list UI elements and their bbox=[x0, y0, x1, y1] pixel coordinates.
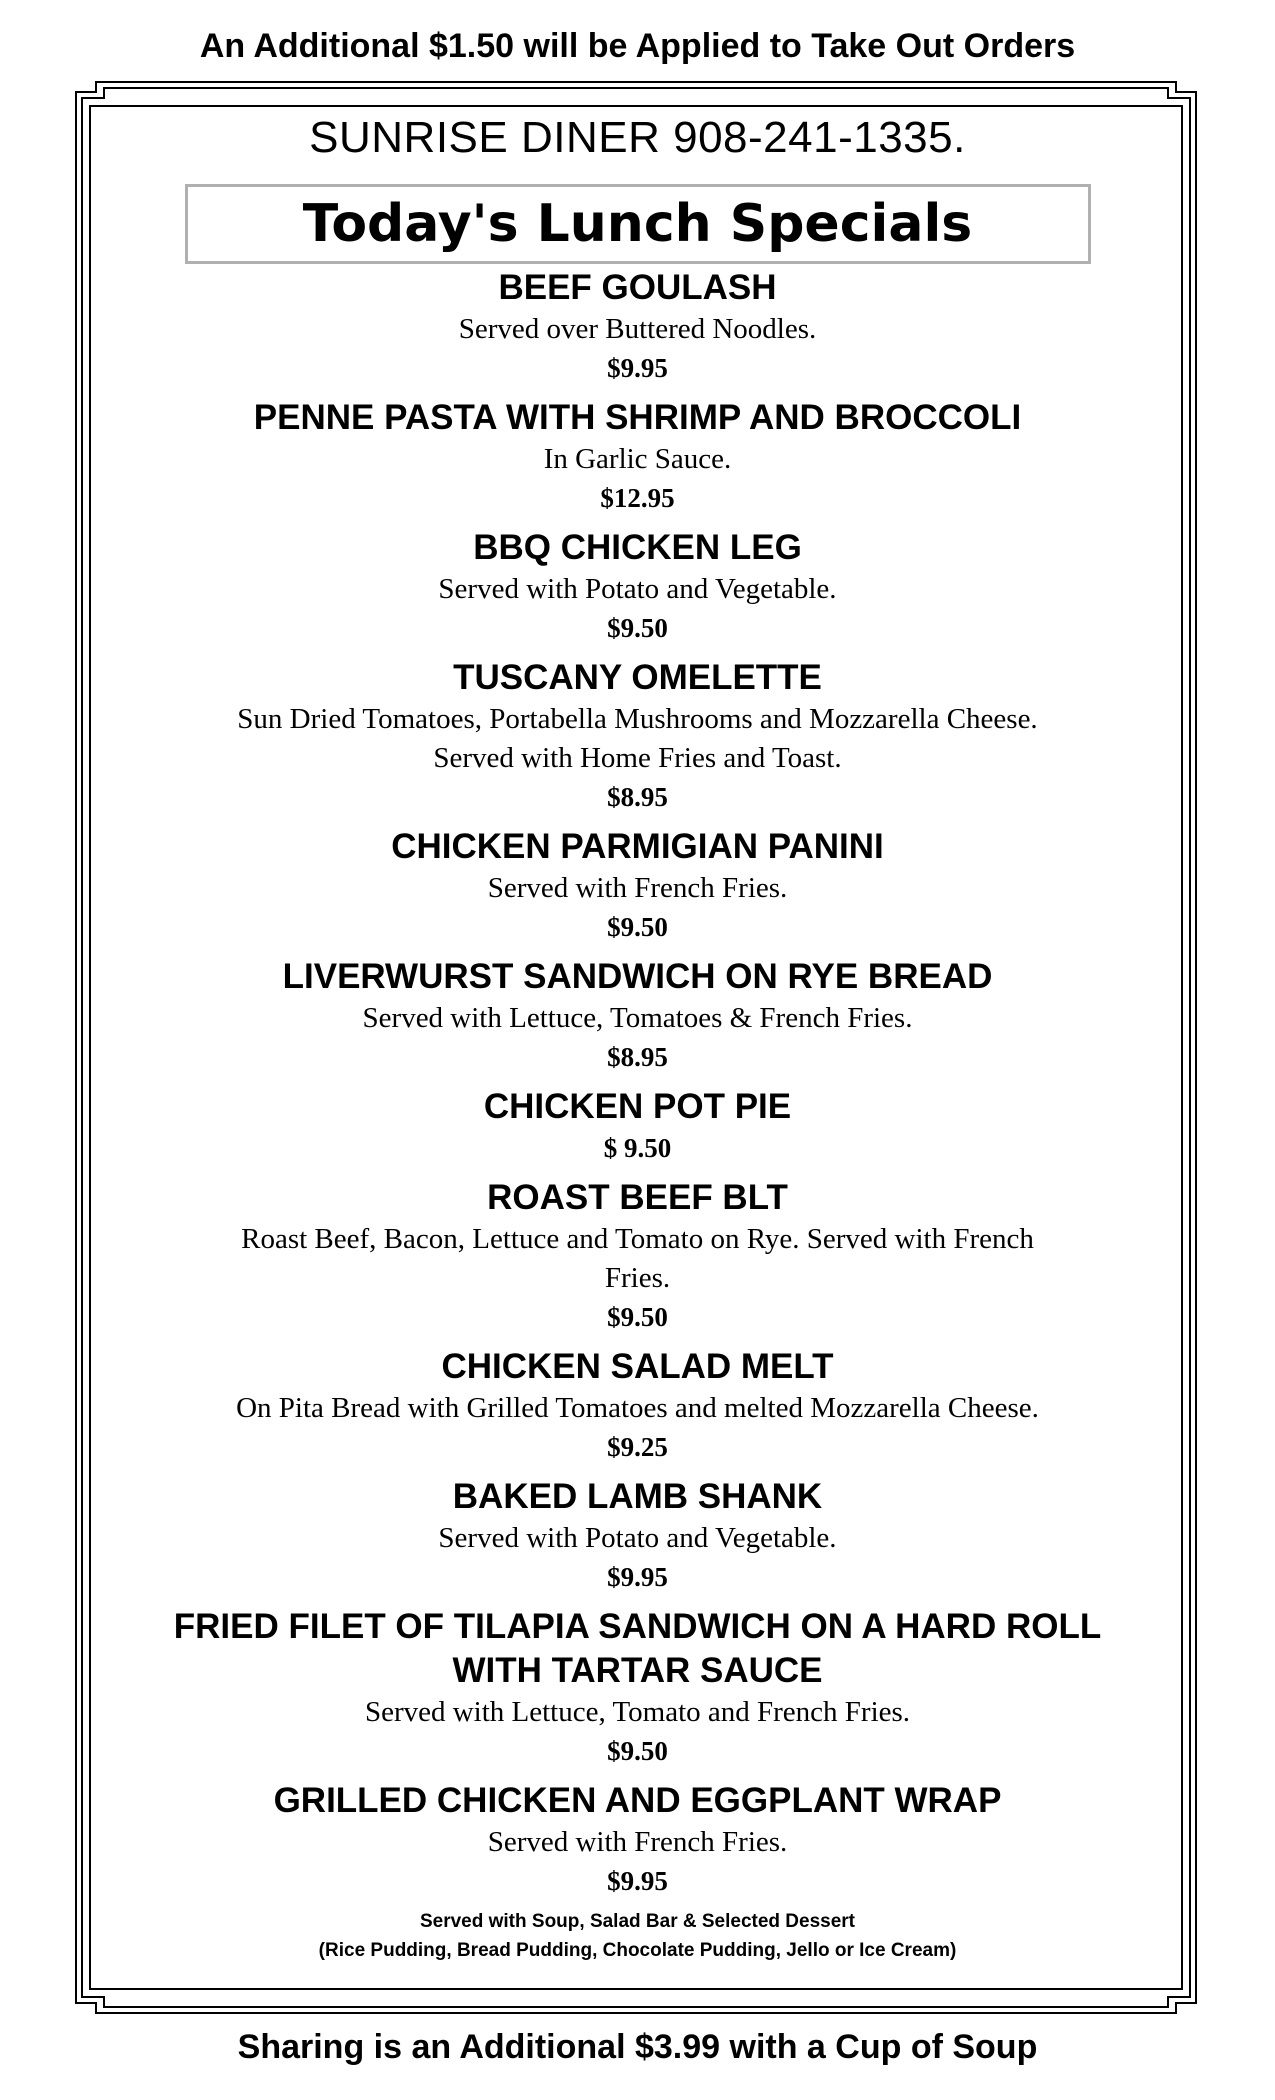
menu-item-price: $ 9.50 bbox=[603, 1133, 672, 1163]
menu-item bbox=[100, 825, 1175, 946]
menu-item bbox=[100, 656, 1175, 816]
footnote-included: Served with Soup, Salad Bar & Selected Dessert bbox=[419, 1911, 856, 1932]
menu-item-description: Served with Potato and Vegetable. bbox=[438, 573, 837, 605]
menu-item bbox=[100, 526, 1175, 647]
menu-item-description: Served with Lettuce, Tomatoes & French Fries. bbox=[362, 1002, 913, 1034]
menu-item-description: Roast Beef, Bacon, Lettuce and Tomato on Rye. Served with French Fries. bbox=[241, 1223, 1034, 1294]
menu-item-description: Served with Potato and Vegetable. bbox=[438, 1522, 837, 1554]
menu-item-description: In Garlic Sauce. bbox=[543, 443, 732, 475]
menu-item-name: BAKED LAMB SHANK bbox=[452, 1477, 823, 1516]
menu-item-price: $8.95 bbox=[607, 782, 668, 812]
menu-item bbox=[100, 266, 1175, 387]
menu-item-name: ROAST BEEF BLT bbox=[487, 1178, 788, 1217]
menu-item-name: TUSCANY OMELETTE bbox=[453, 658, 822, 697]
menu-item-description: Served with French Fries. bbox=[487, 1826, 788, 1858]
specials-title: Today's Lunch Specials bbox=[185, 184, 1091, 264]
menu-item-name: LIVERWURST SANDWICH ON RYE BREAD bbox=[282, 957, 993, 996]
menu-item-description: Served with French Fries. bbox=[487, 872, 788, 904]
menu-item-price: $8.95 bbox=[607, 1042, 668, 1072]
diner-name: SUNRISE DINER 908-241-1335. bbox=[309, 113, 966, 162]
menu-item-name: FRIED FILET OF TILAPIA SANDWICH ON A HARD ROLL WITH TARTAR SAUCE bbox=[173, 1607, 1102, 1690]
menu-item-price: $9.95 bbox=[607, 1866, 668, 1896]
menu-item bbox=[100, 1345, 1175, 1466]
menu-item bbox=[100, 1176, 1175, 1336]
menu-item-price: $9.50 bbox=[607, 613, 668, 643]
menu-item-description: Served with Lettuce, Tomato and French Fries. bbox=[364, 1696, 911, 1728]
menu-item-price: $9.50 bbox=[607, 1302, 668, 1332]
menu-item bbox=[100, 396, 1175, 517]
menu-item-name: PENNE PASTA WITH SHRIMP AND BROCCOLI bbox=[253, 398, 1022, 437]
menu-item-name: GRILLED CHICKEN AND EGGPLANT WRAP bbox=[273, 1781, 1002, 1820]
menu-item bbox=[100, 955, 1175, 1076]
menu-content bbox=[100, 104, 1175, 1963]
menu-item bbox=[100, 1475, 1175, 1596]
menu-item bbox=[100, 1605, 1175, 1770]
menu-item-name: BEEF GOULASH bbox=[498, 268, 777, 307]
menu-item-price: $9.50 bbox=[607, 912, 668, 942]
menu-item-price: $9.95 bbox=[607, 353, 668, 383]
specials-list bbox=[100, 266, 1175, 1900]
sharing-notice: Sharing is an Additional $3.99 with a Cup of Soup bbox=[237, 2028, 1038, 2066]
takeout-notice: An Additional $1.50 will be Applied to Take Out Orders bbox=[199, 27, 1076, 65]
menu-item-name: CHICKEN SALAD MELT bbox=[441, 1347, 834, 1386]
menu-item-name: BBQ CHICKEN LEG bbox=[473, 528, 802, 567]
menu-item-name: CHICKEN POT PIE bbox=[483, 1087, 792, 1126]
menu-item-price: $9.95 bbox=[607, 1562, 668, 1592]
menu-item-price: $9.50 bbox=[607, 1736, 668, 1766]
footnote-desserts: (Rice Pudding, Bread Pudding, Chocolate Pudding, Jello or Ice Cream) bbox=[318, 1940, 957, 1961]
menu-item-description: On Pita Bread with Grilled Tomatoes and melted Mozzarella Cheese. bbox=[236, 1392, 1039, 1424]
menu-item bbox=[100, 1085, 1175, 1167]
menu-item-price: $9.25 bbox=[607, 1432, 668, 1462]
menu-item-price: $12.95 bbox=[600, 483, 675, 513]
menu-item bbox=[100, 1779, 1175, 1900]
menu-item-name: CHICKEN PARMIGIAN PANINI bbox=[391, 827, 884, 866]
menu-item-description: Served over Buttered Noodles. bbox=[458, 313, 817, 345]
menu-item-description: Sun Dried Tomatoes, Portabella Mushrooms and Mozzarella Cheese. Served with Home Fries and Toast. bbox=[237, 703, 1038, 774]
